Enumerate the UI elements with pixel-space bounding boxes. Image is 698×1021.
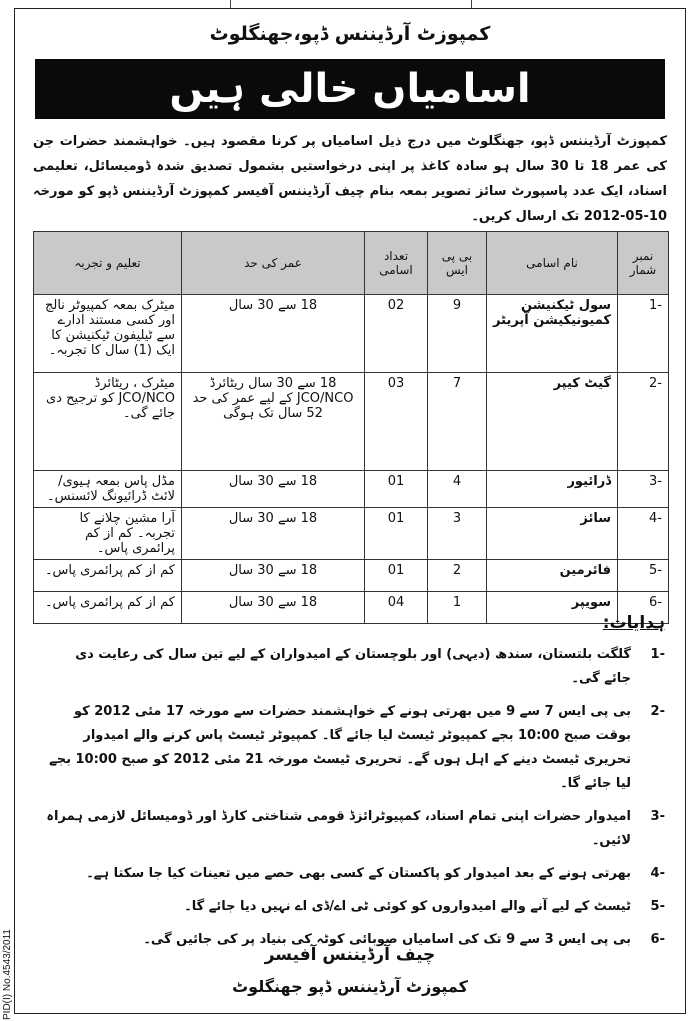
row-qualification: کم از کم پرائمری پاس۔ xyxy=(34,592,182,624)
row-serial: -6 xyxy=(618,592,669,624)
header-bps: بی پی ایس xyxy=(428,232,487,295)
direction-text: گلگت بلتستان، سندھ (دیہی) اور بلوچستان کے امیدواران کے لیے تین سال کی رعایت دی جائے گی۔ xyxy=(75,647,631,686)
row-post-name xyxy=(487,295,618,373)
table-row xyxy=(34,295,669,373)
direction-number: -2 xyxy=(650,704,665,719)
direction-number: -5 xyxy=(650,899,665,914)
row-post-name xyxy=(487,560,618,592)
header-age-limit: عمر کی حد xyxy=(182,232,365,295)
table-row xyxy=(34,560,669,592)
signature-title: چیف آرڈیننس آفیسر xyxy=(264,945,436,965)
row-qualification: آرا مشین چلانے کا تجربہ۔ کم از کم پرائمری پاس۔ xyxy=(34,508,182,560)
top-divider xyxy=(230,0,472,8)
row-serial: -5 xyxy=(618,560,669,592)
post-name-line-1: سویپر xyxy=(571,595,611,610)
post-name-line-1: ڈرائیور xyxy=(567,474,611,489)
row-quantity: 01 xyxy=(365,471,428,508)
header-post-name: نام اسامی xyxy=(487,232,618,295)
row-quantity: 04 xyxy=(365,592,428,624)
vacancies-table xyxy=(33,231,669,624)
row-serial: -4 xyxy=(618,508,669,560)
row-qualification: مڈل پاس بمعہ ہیوی/لائٹ ڈرائیونگ لائسنس۔ xyxy=(34,471,182,508)
header-serial: نمبر شمار xyxy=(618,232,669,295)
post-name-line-1: گیٹ کیپر xyxy=(553,376,611,391)
direction-number: -6 xyxy=(650,932,665,947)
list-item xyxy=(45,895,665,919)
row-qualification: میٹرک بمعہ کمپیوٹر نالج اور کسی مستند ادارے سے ٹیلیفون ٹیکنیشن کا ایک (1) سال کا تجربہ۔ xyxy=(34,295,182,373)
advertisement-frame xyxy=(14,8,686,1014)
list-item xyxy=(45,700,665,796)
row-serial: -2 xyxy=(618,373,669,471)
row-post-name xyxy=(487,508,618,560)
row-post-name xyxy=(487,471,618,508)
row-bps: 1 xyxy=(428,592,487,624)
header-quantity: تعداد اسامی xyxy=(365,232,428,295)
row-quantity: 01 xyxy=(365,508,428,560)
pid-number: PID(I) No.4543/2011 xyxy=(2,929,13,1020)
table-row xyxy=(34,508,669,560)
list-item xyxy=(45,643,665,691)
direction-number: -1 xyxy=(650,647,665,662)
directions-heading: ہدایات: xyxy=(602,613,665,633)
row-age-limit: 18 سے 30 سال xyxy=(182,560,365,592)
row-serial: -1 xyxy=(618,295,669,373)
post-name-line-1: سائز xyxy=(580,511,611,526)
list-item xyxy=(45,805,665,853)
row-quantity: 02 xyxy=(365,295,428,373)
direction-number: -4 xyxy=(650,866,665,881)
table-row xyxy=(34,471,669,508)
direction-text: بھرتی ہونے کے بعد امیدوار کو پاکستان کے کسی بھی حصے میں تعینات کیا جا سکتا ہے۔ xyxy=(86,866,631,881)
row-age-limit: 18 سے 30 سال xyxy=(182,471,365,508)
list-item xyxy=(45,862,665,886)
row-qualification: میٹرک ، ریٹائرڈ JCO/NCO کو ترجیح دی جائے گی۔ xyxy=(34,373,182,471)
direction-text: بی پی ایس 7 سے 9 میں بھرتی ہونے کے خواہشمند حضرات سے مورخہ 17 مئی 2012 کو بوقت صبح 10:00 بجے کمپیوٹر ٹیسٹ لیا جائے گا۔ کمپیوٹر ٹیسٹ پاس کرنے والے امیدوار تحریری ٹیسٹ دینے کے اہل ہوں گے۔ تحریری ٹیسٹ مورخہ 21 مئی 2012 کو صبح 10:00 بجے لیا جائے گا۔ xyxy=(49,704,631,791)
direction-text: امیدوار حضرات اپنی تمام اسناد، کمپیوٹرائزڈ قومی شناختی کارڈ اور ڈومیسائل لازمی ہمراہ لائیں۔ xyxy=(46,809,631,848)
row-bps: 2 xyxy=(428,560,487,592)
row-age-limit: 18 سے 30 سال xyxy=(182,592,365,624)
post-name-line-1: فائرمین xyxy=(559,563,611,578)
direction-number: -3 xyxy=(650,809,665,824)
row-post-name xyxy=(487,373,618,471)
vacancies-banner: اسامیاں خالی ہیں xyxy=(35,59,665,119)
table-row xyxy=(34,373,669,471)
intro-paragraph: کمپوزٹ آرڈیننس ڈپو، جھنگلوٹ میں درج ذیل اسامیاں پر کرنا مقصود ہیں۔ خواہشمند حضرات جن کی عمر 18 تا 30 سال ہو سادہ کاغذ پر اپنی درخواستیں بشمول تصدیق شدہ ڈومیسائل، تعلیمی اسناد، ایک عدد پاسپورٹ سائز تصویر بمعہ بنام چیف آرڈیننس آفیسر کمپوزٹ آرڈیننس ڈپو کو مورخہ 10-05-2012 تک ارسال کریں۔ xyxy=(33,134,667,224)
row-quantity: 01 xyxy=(365,560,428,592)
row-age-limit: 18 سے 30 سال ریٹائرڈ JCO/NCO کے لیے عمر کی حد 52 سال تک ہوگی xyxy=(182,373,365,471)
row-serial: -3 xyxy=(618,471,669,508)
signature-organization: کمپوزٹ آرڈیننس ڈپو جھنگلوٹ xyxy=(232,977,468,996)
header-qualification: تعلیم و تجربہ xyxy=(34,232,182,295)
post-name-line-2: کمیونیکیشن آپریٹر xyxy=(493,313,611,328)
row-age-limit: 18 سے 30 سال xyxy=(182,295,365,373)
direction-text: بی پی ایس 3 سے 9 تک کی اسامیاں صوبائی کوٹہ کی بنیاد پر کی جائیں گی۔ xyxy=(143,932,631,947)
table-header-row xyxy=(34,232,669,295)
row-age-limit: 18 سے 30 سال xyxy=(182,508,365,560)
organization-heading: کمپوزٹ آرڈیننس ڈپو،جھنگلوٹ xyxy=(209,23,491,45)
directions-list xyxy=(45,643,665,961)
direction-text: ٹیسٹ کے لیے آنے والے امیدواروں کو کوئی ٹی اے/ڈی اے نہیں دیا جائے گا۔ xyxy=(184,899,631,914)
row-bps: 3 xyxy=(428,508,487,560)
table-row xyxy=(34,592,669,624)
post-name-line-1: سول ٹیکنیشن xyxy=(520,298,611,313)
row-bps: 7 xyxy=(428,373,487,471)
row-qualification: کم از کم پرائمری پاس۔ xyxy=(34,560,182,592)
row-bps: 4 xyxy=(428,471,487,508)
row-bps: 9 xyxy=(428,295,487,373)
row-quantity: 03 xyxy=(365,373,428,471)
row-post-name xyxy=(487,592,618,624)
